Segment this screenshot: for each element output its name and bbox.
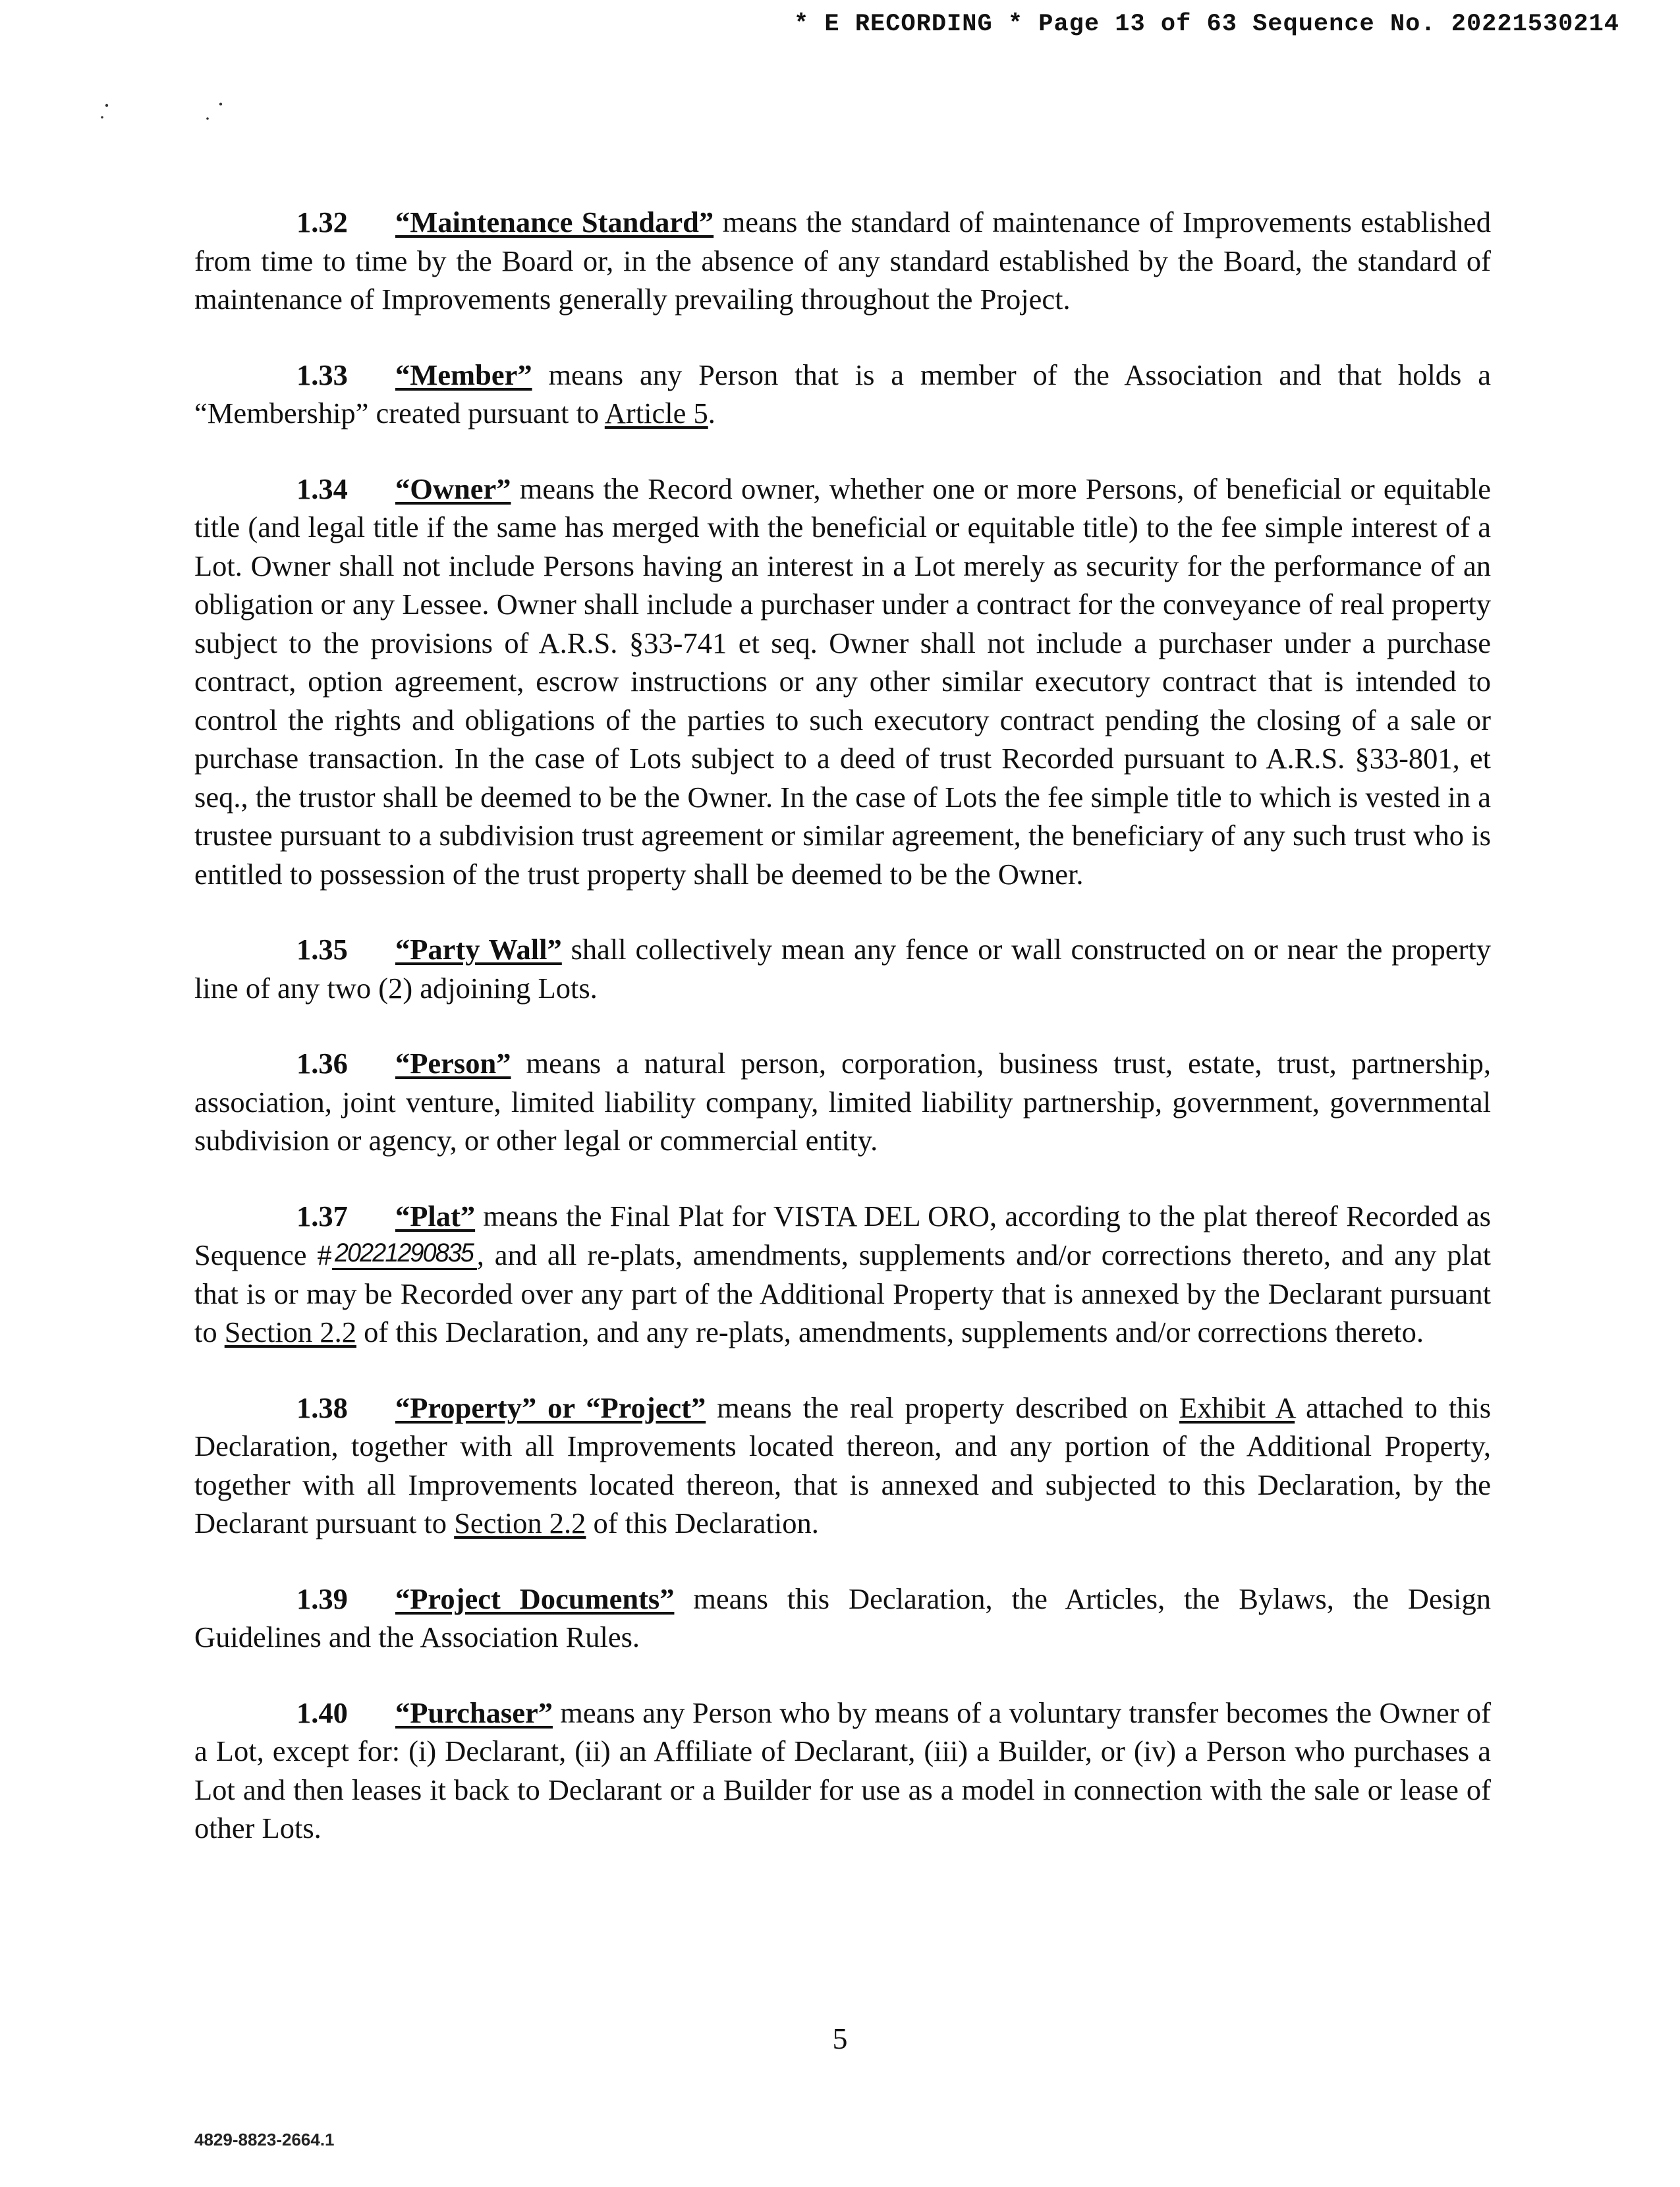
definition-text: means a natural person, corporation, business trust, estate, trust, partnership, association, joint venture, limited liability company, limited liability partnership, government, governmental subdivision or agency, or other legal or commercial entity. <box>194 1047 1491 1157</box>
document-id: 4829-8823-2664.1 <box>194 2130 335 2149</box>
section-number: 1.40 <box>296 1696 348 1729</box>
scan-specks <box>99 99 231 132</box>
section-1-33 <box>194 356 1491 433</box>
article-reference: Article 5 <box>604 397 708 429</box>
handwritten-sequence-number <box>332 1235 477 1270</box>
definition-tail: . <box>708 397 715 429</box>
definition-text: means the Record owner, whether one or more Persons, of beneficial or equitable title (and legal title if the same has merged with the beneficial or equitable title) to the fee simple interest of a Lot. Owner shall not include Persons having an interest in a Lot merely as security for the performance of an obligation or any Lessee. Owner shall include a purchaser under a contract for the conveyance of real property subject to the provisions of A.R.S. §33-741 et seq. Owner shall not include a purchaser under a purchase contract, option agreement, escrow instructions or any other similar executory contract that is intended to control the rights and obligations of the parties to such executory contract pending the closing of a sale or purchase transaction. In the case of Lots subject to a deed of trust Recorded pursuant to A.R.S. §33-801, et seq., the trustor shall be deemed to be the Owner. In the case of Lots the fee simple title to which is vested in a trustee pursuant to a subdivision trust agreement or similar agreement, the beneficiary of any such trust who is entitled to possession of the trust property shall be deemed to be the Owner. <box>194 472 1491 891</box>
speck <box>101 116 103 119</box>
exhibit-reference: Exhibit A <box>1179 1391 1295 1424</box>
definition-text: means the real property described on <box>706 1391 1180 1424</box>
definition-text: means any Person who by means of a voluntary transfer becomes the Owner of a Lot, except for: (i) Declarant, (ii) an Affiliate of Declarant, (iii) a Builder, or (iv) a Person who purchases a Lot and then leases it back to Declarant or a Builder for use as a model in connection with the sale or lease of other Lots. <box>194 1696 1491 1844</box>
section-number: 1.36 <box>296 1047 348 1080</box>
recording-header: * E RECORDING * Page 13 of 63 Sequence No. 20221530214 <box>794 11 1619 38</box>
section-1-35 <box>194 930 1491 1007</box>
defined-term: “Purchaser” <box>395 1696 553 1729</box>
section-reference: Section 2.2 <box>454 1507 586 1539</box>
defined-term: “Maintenance Standard” <box>395 206 714 238</box>
section-1-38 <box>194 1389 1491 1543</box>
section-number: 1.38 <box>296 1391 348 1424</box>
definition-text: means this Declaration, the Articles, the Bylaws, the Design Guidelines and the Association Rules. <box>194 1582 1491 1653</box>
defined-term: “Project Documents” <box>395 1582 675 1615</box>
section-number: 1.39 <box>296 1582 348 1615</box>
section-1-32 <box>194 203 1491 319</box>
section-reference: Section 2.2 <box>224 1315 356 1348</box>
speck <box>219 103 222 105</box>
section-number: 1.37 <box>296 1199 348 1232</box>
section-number: 1.35 <box>296 933 348 966</box>
definition-text-3: of this Declaration, and any re-plats, amendments, supplements and/or corrections thereto. <box>356 1315 1424 1348</box>
defined-term: “Property” or “Project” <box>395 1391 706 1424</box>
definition-text: means any Person that is a member of the Association and that holds a “Membership” created pursuant to <box>194 358 1491 429</box>
page-number: 5 <box>832 2022 848 2055</box>
section-1-37 <box>194 1197 1491 1352</box>
section-1-39 <box>194 1580 1491 1657</box>
section-number: 1.34 <box>296 472 348 505</box>
section-1-34 <box>194 470 1491 894</box>
section-number: 1.33 <box>296 358 348 391</box>
section-number: 1.32 <box>296 206 348 238</box>
definition-text: means the standard of maintenance of Improvements established from time to time by the Board or, in the absence of any standard established by the Board, the standard of maintenance of Improvements generally prevailing throughout the Project. <box>194 206 1491 316</box>
definition-text: means the Final Plat for VISTA DEL ORO, according to the plat thereof Recorded as Sequence # <box>194 1199 1491 1271</box>
definition-text-2: , and all re-plats, amendments, supplements and/or corrections thereto, and any plat that is or may be Recorded over any part of the Additional Property that is annexed by the Declarant pursuant to <box>194 1238 1492 1348</box>
handwritten-sequence-text: 20221290835 <box>333 1238 475 1267</box>
definition-text: shall collectively mean any fence or wall constructed on or near the property line of any two (2) adjoining Lots. <box>194 933 1491 1005</box>
defined-term: “Owner” <box>395 472 511 505</box>
definition-text-2: attached to this Declaration, together with all Improvements located thereon, and any portion of the Additional Property, together with all Improvements located thereon, that is annexed and subjected to this Declaration, by the Declarant pursuant to <box>194 1391 1492 1539</box>
document-body <box>194 203 1491 1885</box>
defined-term: “Person” <box>395 1047 511 1080</box>
defined-term: “Member” <box>395 358 532 391</box>
defined-term: “Plat” <box>395 1199 476 1232</box>
section-1-40 <box>194 1694 1491 1848</box>
section-1-36 <box>194 1044 1491 1160</box>
defined-term: “Party Wall” <box>395 933 562 966</box>
definition-text-3: of this Declaration. <box>586 1507 819 1539</box>
speck <box>206 117 209 120</box>
speck <box>105 104 108 107</box>
